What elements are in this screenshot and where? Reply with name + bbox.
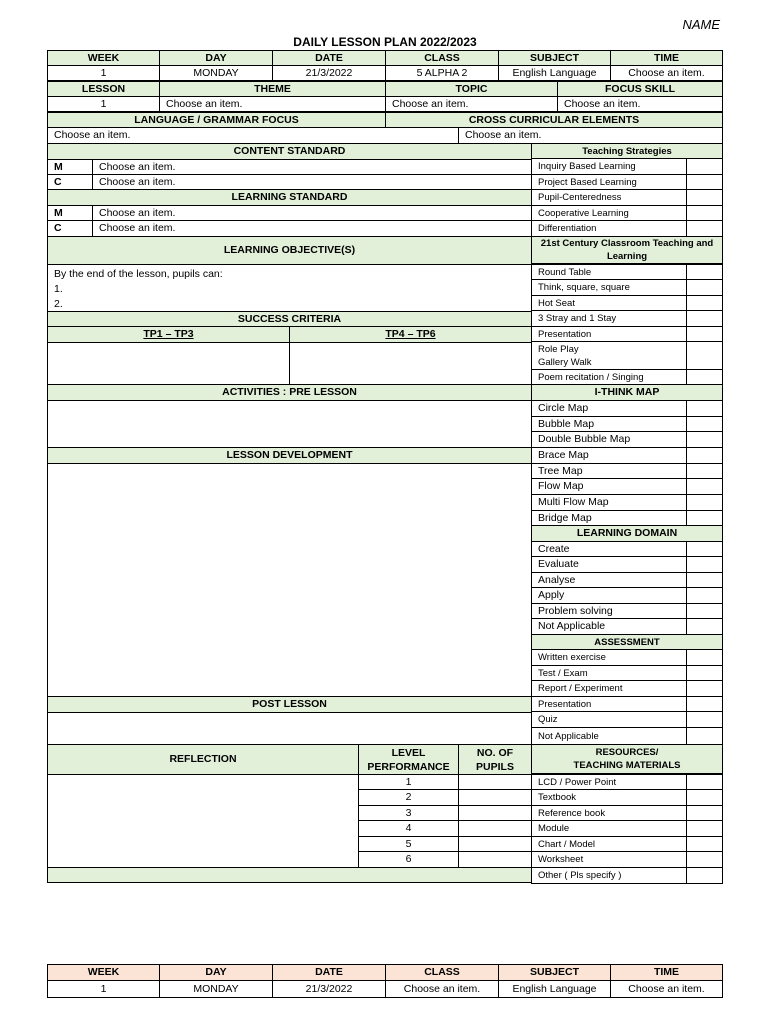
assessment-checkbox[interactable] [686, 696, 723, 712]
ithink-checkbox[interactable] [686, 400, 723, 417]
level-3: 3 [358, 805, 459, 821]
pupils-level-2[interactable] [458, 789, 532, 806]
time-select[interactable]: Choose an item. [610, 65, 723, 81]
footer-subject-value: English Language [498, 980, 611, 998]
century21-checkbox[interactable] [686, 341, 723, 370]
time-header: TIME [610, 50, 723, 66]
resources-checkbox[interactable] [686, 789, 723, 806]
theme-select[interactable]: Choose an item. [159, 96, 386, 112]
resources-checkbox[interactable] [686, 774, 723, 790]
assessment-checkbox[interactable] [686, 711, 723, 728]
assessment-item: Written exercise [531, 649, 687, 666]
century21-checkbox[interactable] [686, 264, 723, 280]
subject-value: English Language [498, 65, 611, 81]
assessment-item: Presentation [531, 696, 687, 712]
learning-domain-item: Create [531, 541, 687, 557]
objective-1: 1. [54, 283, 63, 295]
resources-item: Textbook [531, 789, 687, 806]
learning-standard-m-select[interactable]: Choose an item. [92, 205, 532, 221]
week-value: 1 [47, 65, 160, 81]
ithink-item: Circle Map [531, 400, 687, 417]
footer-week-header: WEEK [47, 964, 160, 981]
ithink-header-text: I-THINK MAP [594, 386, 660, 398]
subject-header: SUBJECT [498, 50, 611, 66]
pupils-level-5[interactable] [458, 836, 532, 852]
tp4-tp6-box[interactable] [289, 342, 532, 385]
teaching-strategies-header [531, 143, 723, 159]
focus-skill-select[interactable]: Choose an item. [557, 96, 723, 112]
resources-item: Other ( Pls specify ) [531, 867, 687, 884]
level-4: 4 [358, 820, 459, 837]
plan-title: DAILY LESSON PLAN 2022/2023 [293, 35, 477, 49]
resources-checkbox[interactable] [686, 805, 723, 821]
ithink-header [531, 384, 723, 401]
reflection-footer-bar [47, 867, 532, 883]
learning-standard-code-c: C [47, 220, 93, 237]
level-5: 5 [358, 836, 459, 852]
reflection-box[interactable] [47, 774, 359, 868]
lesson-development-box[interactable] [47, 463, 532, 697]
level-6: 6 [358, 851, 459, 868]
century21-item: Hot Seat [531, 295, 687, 311]
day-value: MONDAY [159, 65, 273, 81]
teaching-strategies-item: Differentiation [531, 220, 687, 237]
ithink-checkbox[interactable] [686, 510, 723, 526]
learning-standard-header: LEARNING STANDARD [47, 189, 532, 206]
pupils-level-6[interactable] [458, 851, 532, 868]
level-2: 2 [358, 789, 459, 806]
lesson-development-header: LESSON DEVELOPMENT [47, 447, 532, 464]
learning-domain-item: Evaluate [531, 556, 687, 573]
teaching-strategies-header-text: Teaching Strategies [582, 145, 672, 157]
century21-checkbox[interactable] [686, 310, 723, 327]
teaching-strategies-item: Project Based Learning [531, 174, 687, 190]
learning-domain-header-text: LEARNING DOMAIN [576, 527, 678, 539]
assessment-item: Quiz [531, 711, 687, 728]
resources-item: Module [531, 820, 687, 837]
pupils-level-1[interactable] [458, 774, 532, 790]
learning-domain-item: Not Applicable [531, 618, 687, 635]
century21-checkbox[interactable] [686, 295, 723, 311]
resources-item: Worksheet [531, 851, 687, 868]
resources-header-text: TEACHING MATERIALS [573, 760, 681, 771]
pupils-level-3[interactable] [458, 805, 532, 821]
learning-standard-code-m: M [47, 205, 93, 221]
footer-day-value: MONDAY [159, 980, 273, 998]
pre-lesson-box[interactable] [47, 400, 532, 448]
resources-item: Reference book [531, 805, 687, 821]
footer-class-select[interactable]: Choose an item. [385, 980, 499, 998]
resources-checkbox[interactable] [686, 851, 723, 868]
learning-domain-header [531, 525, 723, 542]
topic-header: TOPIC [385, 81, 558, 97]
century21-header [531, 236, 723, 264]
content-standard-c-select[interactable]: Choose an item. [92, 174, 532, 190]
teaching-strategies-checkbox[interactable] [686, 220, 723, 237]
teaching-strategies-checkbox[interactable] [686, 158, 723, 175]
footer-time-select[interactable]: Choose an item. [610, 980, 723, 998]
level-performance-header: LEVEL PERFORMANCE [358, 744, 459, 775]
learning-standard-c-select[interactable]: Choose an item. [92, 220, 532, 237]
footer-date-value: 21/3/2022 [272, 980, 386, 998]
century21-item [531, 341, 687, 370]
tp1-tp3-box[interactable] [47, 342, 290, 385]
teaching-strategies-item: Inquiry Based Learning [531, 158, 687, 175]
ithink-item: Bubble Map [531, 416, 687, 432]
ithink-item: Multi Flow Map [531, 494, 687, 511]
content-standard-header: CONTENT STANDARD [47, 143, 532, 160]
date-value: 21/3/2022 [272, 65, 386, 81]
no-of-pupils-header: NO. OF PUPILS [458, 744, 532, 775]
content-standard-code-m: M [47, 159, 93, 175]
content-standard-code-c: C [47, 174, 93, 190]
class-value: 5 ALPHA 2 [385, 65, 499, 81]
century21-item: Presentation [531, 326, 687, 342]
theme-header: THEME [159, 81, 386, 97]
tp4-tp6-header: TP4 – TP6 [289, 326, 532, 343]
footer-subject-header: SUBJECT [498, 964, 611, 981]
century21-item-text: Role Play [538, 344, 579, 355]
class-header: CLASS [385, 50, 499, 66]
century21-checkbox[interactable] [686, 369, 723, 385]
assessment-header [531, 634, 723, 650]
ithink-checkbox[interactable] [686, 478, 723, 495]
learning-domain-item: Problem solving [531, 603, 687, 619]
assessment-checkbox[interactable] [686, 727, 723, 745]
tp1-tp3-header: TP1 – TP3 [47, 326, 290, 343]
post-lesson-header: POST LESSON [47, 696, 532, 713]
footer-day-header: DAY [159, 964, 273, 981]
assessment-item: Report / Experiment [531, 680, 687, 697]
resources-header [531, 744, 723, 774]
teaching-strategies-item: Pupil-Centeredness [531, 189, 687, 206]
resources-checkbox[interactable] [686, 867, 723, 884]
assessment-checkbox[interactable] [686, 665, 723, 681]
ithink-checkbox[interactable] [686, 494, 723, 511]
date-header: DATE [272, 50, 386, 66]
resources-item: Chart / Model [531, 836, 687, 852]
success-criteria-header: SUCCESS CRITERIA [47, 311, 532, 327]
ithink-checkbox[interactable] [686, 431, 723, 448]
language-focus-header: LANGUAGE / GRAMMAR FOCUS [47, 112, 386, 128]
ithink-item: Tree Map [531, 463, 687, 479]
ithink-checkbox[interactable] [686, 416, 723, 432]
century21-item-text: Gallery Walk [538, 357, 592, 368]
century21-item: Think, square, square [531, 279, 687, 296]
assessment-item: Test / Exam [531, 665, 687, 681]
ithink-checkbox[interactable] [686, 463, 723, 479]
topic-select[interactable]: Choose an item. [385, 96, 558, 112]
century21-checkbox[interactable] [686, 279, 723, 296]
century21-item: Poem recitation / Singing [531, 369, 687, 385]
learning-domain-item: Apply [531, 587, 687, 604]
teaching-strategies-checkbox[interactable] [686, 205, 723, 221]
learning-domain-checkbox[interactable] [686, 603, 723, 619]
footer-date-header: DATE [272, 964, 386, 981]
ithink-item: Flow Map [531, 478, 687, 495]
day-header: DAY [159, 50, 273, 66]
ithink-item: Double Bubble Map [531, 431, 687, 448]
learning-domain-checkbox[interactable] [686, 541, 723, 557]
pre-lesson-header: ACTIVITIES : PRE LESSON [47, 384, 532, 401]
level-1: 1 [358, 774, 459, 790]
learning-domain-checkbox[interactable] [686, 556, 723, 573]
footer-time-header: TIME [610, 964, 723, 981]
pupils-level-4[interactable] [458, 820, 532, 837]
objective-2: 2. [54, 298, 63, 310]
assessment-checkbox[interactable] [686, 680, 723, 697]
objectives-intro: By the end of the lesson, pupils can: [54, 268, 223, 280]
teaching-strategies-checkbox[interactable] [686, 189, 723, 206]
lesson-value: 1 [47, 96, 160, 112]
name-label: NAME [682, 17, 720, 32]
cross-curricular-select[interactable]: Choose an item. [458, 127, 723, 144]
century21-item: Round Table [531, 264, 687, 280]
ithink-item: Brace Map [531, 447, 687, 464]
teaching-strategies-item: Cooperative Learning [531, 205, 687, 221]
learning-objectives-box[interactable] [47, 264, 532, 312]
footer-week-value: 1 [47, 980, 160, 998]
ithink-item: Bridge Map [531, 510, 687, 526]
learning-domain-checkbox[interactable] [686, 572, 723, 588]
post-lesson-box[interactable] [47, 712, 532, 745]
learning-domain-checkbox[interactable] [686, 587, 723, 604]
language-focus-select[interactable]: Choose an item. [47, 127, 459, 144]
learning-objectives-header: LEARNING OBJECTIVE(S) [47, 236, 532, 265]
assessment-item: Not Applicable [531, 727, 687, 745]
century21-header-text: 21st Century Classroom Teaching and Learning [540, 238, 714, 262]
teaching-strategies-checkbox[interactable] [686, 174, 723, 190]
cross-curricular-header: CROSS CURRICULAR ELEMENTS [385, 112, 723, 128]
assessment-checkbox[interactable] [686, 649, 723, 666]
week-header: WEEK [47, 50, 160, 66]
resources-checkbox[interactable] [686, 820, 723, 837]
resources-header-text: RESOURCES/ [595, 747, 659, 758]
ithink-checkbox[interactable] [686, 447, 723, 464]
content-standard-m-select[interactable]: Choose an item. [92, 159, 532, 175]
learning-domain-item: Analyse [531, 572, 687, 588]
resources-checkbox[interactable] [686, 836, 723, 852]
learning-domain-checkbox[interactable] [686, 618, 723, 635]
century21-checkbox[interactable] [686, 326, 723, 342]
reflection-header: REFLECTION [47, 744, 359, 775]
century21-item: 3 Stray and 1 Stay [531, 310, 687, 327]
focus-skill-header: FOCUS SKILL [557, 81, 723, 97]
lesson-header: LESSON [47, 81, 160, 97]
footer-class-header: CLASS [385, 964, 499, 981]
assessment-header-text: ASSESSMENT [594, 636, 660, 648]
resources-item: LCD / Power Point [531, 774, 687, 790]
